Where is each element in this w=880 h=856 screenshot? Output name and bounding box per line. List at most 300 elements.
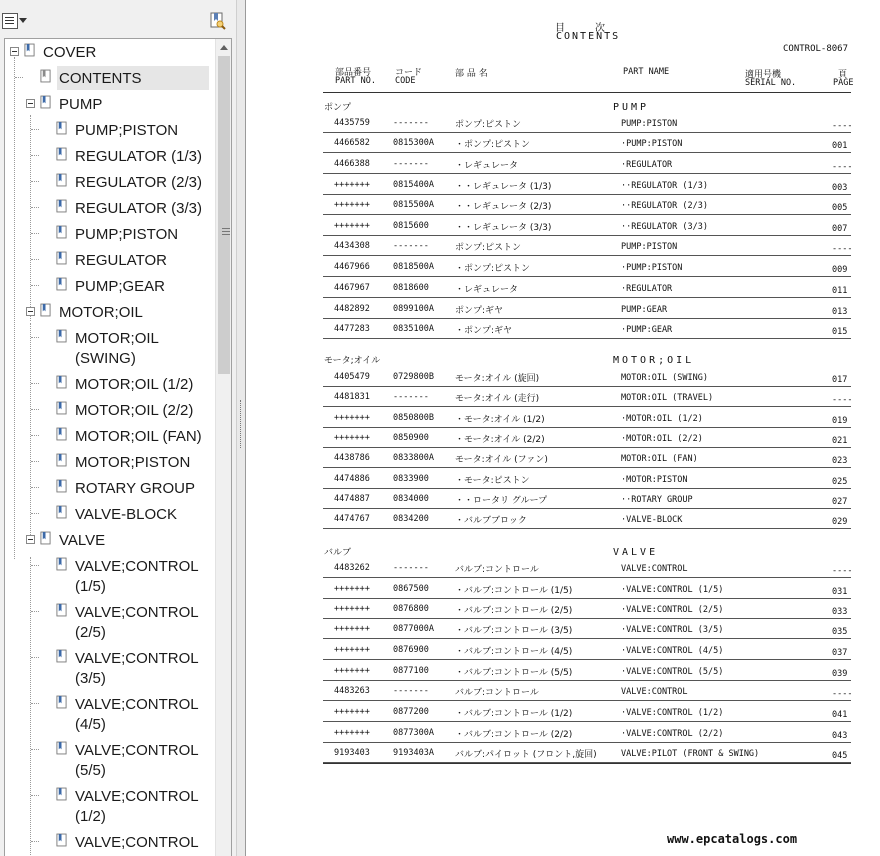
code: 0876900 bbox=[393, 645, 429, 655]
part-number: 4474887 bbox=[334, 494, 370, 504]
section-title: MOTOR;OIL bbox=[613, 355, 695, 366]
part-name-jp: ・バルブブロック bbox=[455, 516, 527, 526]
bookmark-icon bbox=[56, 199, 67, 213]
bookmark-label: PUMP;PISTON bbox=[75, 122, 179, 139]
part-name-jp: モータ:オイル (旋回) bbox=[455, 374, 540, 384]
code: ------- bbox=[393, 118, 429, 128]
page-number: 039 bbox=[832, 669, 848, 679]
part-name-jp: ・モータ:オイル (1/2) bbox=[455, 415, 545, 425]
find-bookmark-icon bbox=[208, 12, 226, 30]
bookmark-regulator-2-3[interactable] bbox=[5, 172, 211, 194]
header-page-jp: 頁 bbox=[838, 70, 848, 80]
page-number: 045 bbox=[832, 751, 848, 761]
bookmark-label: MOTOR;OIL (1/2) bbox=[75, 376, 194, 393]
part-number: +++++++ bbox=[334, 433, 370, 443]
part-name-jp: ・バルブ:コントロール (4/5) bbox=[455, 647, 573, 657]
part-number: 4477283 bbox=[334, 324, 370, 334]
bookmarks-toolbar bbox=[0, 0, 236, 38]
table-end-rule bbox=[323, 763, 851, 764]
part-name-jp: バルブ:コントロール bbox=[455, 688, 539, 698]
bookmark-icon bbox=[56, 741, 67, 755]
code: 0876800 bbox=[393, 604, 429, 614]
code: 0834200 bbox=[393, 514, 429, 524]
bookmark-motor-piston[interactable] bbox=[5, 452, 211, 474]
bookmark-motor-oil-swing[interactable] bbox=[5, 328, 211, 372]
tree-guide-line bbox=[31, 513, 39, 514]
bookmark-motor-oil-2-2[interactable] bbox=[5, 400, 211, 422]
code: 0815300A bbox=[393, 138, 434, 148]
part-name: ·PUMP:GEAR bbox=[621, 325, 673, 335]
bookmark-label: VALVE;CONTROL (4/5) bbox=[75, 696, 199, 733]
part-name-jp: ・レギュレータ bbox=[455, 285, 519, 295]
bookmark-valve-control-1-2[interactable] bbox=[5, 786, 211, 830]
bookmark-contents[interactable] bbox=[5, 68, 211, 90]
row-rule bbox=[323, 255, 851, 256]
bookmark-label: VALVE;CONTROL bbox=[75, 834, 199, 851]
bookmark-label: VALVE;CONTROL (3/5) bbox=[75, 650, 199, 687]
header-part-name: PART NAME bbox=[623, 67, 670, 77]
collapse-toggle-icon[interactable] bbox=[10, 47, 19, 56]
page-number: 021 bbox=[832, 436, 848, 446]
bookmark-label: VALVE;CONTROL (1/5) bbox=[75, 558, 199, 595]
part-name-jp: ・バルブ:コントロール (3/5) bbox=[455, 626, 573, 636]
page-number: ---- bbox=[832, 566, 853, 576]
panel-splitter[interactable] bbox=[236, 0, 246, 856]
tree-guide-line bbox=[31, 841, 39, 842]
bookmark-label: MOTOR;OIL (SWING) bbox=[75, 330, 159, 367]
bookmark-icon bbox=[56, 649, 67, 663]
document-code: CONTROL-8067 bbox=[783, 44, 849, 54]
section-title-jp: モータ;オイル bbox=[324, 356, 381, 366]
part-name: ··REGULATOR (2/3) bbox=[621, 201, 708, 211]
part-name: ·VALVE:CONTROL (2/2) bbox=[621, 729, 724, 739]
part-name: ·VALVE:CONTROL (1/5) bbox=[621, 585, 724, 595]
part-name: MOTOR:OIL (SWING) bbox=[621, 373, 708, 383]
find-bookmark-button[interactable] bbox=[208, 12, 226, 30]
part-name-jp: バルブ:パイロット (フロント,旋回) bbox=[455, 750, 597, 760]
bookmark-rotary-group[interactable] bbox=[5, 478, 211, 500]
part-name: ··ROTARY GROUP bbox=[621, 495, 693, 505]
bookmark-label: MOTOR;OIL bbox=[59, 304, 143, 321]
bookmark-label: VALVE;CONTROL (5/5) bbox=[75, 742, 199, 779]
bookmark-options-menu-button[interactable] bbox=[2, 13, 26, 29]
page-number: 019 bbox=[832, 416, 848, 426]
collapse-toggle-icon[interactable] bbox=[26, 535, 35, 544]
tree-guide-line bbox=[31, 795, 39, 796]
bookmark-pump-piston-2[interactable] bbox=[5, 224, 211, 246]
bookmark-icon bbox=[56, 121, 67, 135]
page-number: ---- bbox=[832, 244, 853, 254]
code: 0818600 bbox=[393, 283, 429, 293]
row-rule bbox=[323, 508, 851, 509]
part-name-jp: ・バルブ:コントロール (1/5) bbox=[455, 586, 573, 596]
part-number: 4474886 bbox=[334, 474, 370, 484]
row-rule bbox=[323, 598, 851, 599]
bookmark-label: CONTENTS bbox=[59, 70, 142, 87]
part-number: +++++++ bbox=[334, 645, 370, 655]
part-name: ·MOTOR:OIL (2/2) bbox=[621, 434, 703, 444]
tree-guide-line bbox=[31, 487, 39, 488]
part-number: 4482892 bbox=[334, 304, 370, 314]
page-number: 003 bbox=[832, 183, 848, 193]
header-part-no-jp: 部品番号 bbox=[335, 68, 372, 78]
options-icon bbox=[2, 13, 18, 29]
bookmark-icon bbox=[56, 277, 67, 291]
page-number: 023 bbox=[832, 456, 848, 466]
part-name-jp: モータ:オイル (ファン) bbox=[455, 455, 548, 465]
part-number: +++++++ bbox=[334, 707, 370, 717]
bookmark-label: VALVE-BLOCK bbox=[75, 506, 177, 523]
bookmark-pump-piston-1[interactable] bbox=[5, 120, 211, 142]
code: 0899100A bbox=[393, 304, 434, 314]
tree-guide-line bbox=[31, 259, 39, 260]
collapse-toggle-icon[interactable] bbox=[26, 307, 35, 316]
page-number: 031 bbox=[832, 587, 848, 597]
tree-guide-line bbox=[31, 461, 39, 462]
bookmark-valve-control-3-5[interactable] bbox=[5, 648, 211, 692]
part-name-jp: ・バルブ:コントロール (5/5) bbox=[455, 668, 573, 678]
section-title: PUMP bbox=[613, 102, 650, 113]
part-number: 4481831 bbox=[334, 392, 370, 402]
part-name: ·PUMP:PISTON bbox=[621, 139, 683, 149]
row-rule bbox=[323, 386, 851, 387]
tree-guide-line bbox=[31, 155, 39, 156]
code: 0867500 bbox=[393, 584, 429, 594]
part-name: PUMP:PISTON bbox=[621, 119, 678, 129]
part-number: 4467967 bbox=[334, 283, 370, 293]
bookmark-label: MOTOR;OIL (2/2) bbox=[75, 402, 194, 419]
code: 0834000 bbox=[393, 494, 429, 504]
row-rule bbox=[323, 721, 851, 722]
part-name: ·VALVE:CONTROL (5/5) bbox=[621, 667, 724, 677]
part-number: 4405479 bbox=[334, 372, 370, 382]
bookmark-icon bbox=[56, 329, 67, 343]
bookmark-icon bbox=[56, 225, 67, 239]
bookmark-icon bbox=[40, 69, 51, 83]
bookmark-pump-gear[interactable] bbox=[5, 276, 211, 298]
page-number: 001 bbox=[832, 141, 848, 151]
bookmark-label: ROTARY GROUP bbox=[75, 480, 196, 497]
part-name-jp: ・・レギュレータ (2/3) bbox=[455, 202, 552, 212]
tree-guide-line bbox=[31, 181, 39, 182]
part-name: ·REGULATOR bbox=[621, 284, 673, 294]
part-number: +++++++ bbox=[334, 584, 370, 594]
part-name-jp: ・バルブ:コントロール (2/5) bbox=[455, 606, 573, 616]
row-rule bbox=[323, 132, 851, 133]
page-number: 015 bbox=[832, 327, 848, 337]
bookmarks-tree-container bbox=[4, 38, 232, 856]
code: ------- bbox=[393, 241, 429, 251]
header-code: CODE bbox=[395, 76, 416, 86]
bookmark-valve[interactable] bbox=[5, 530, 211, 552]
part-number: +++++++ bbox=[334, 604, 370, 614]
part-name: ·VALVE-BLOCK bbox=[621, 515, 683, 525]
page-number: 035 bbox=[832, 627, 848, 637]
row-rule bbox=[323, 680, 851, 681]
tree-guide-line bbox=[31, 285, 39, 286]
part-name-jp: ・レギュレータ bbox=[455, 161, 519, 171]
tree-guide-line bbox=[31, 703, 39, 704]
bookmark-icon bbox=[56, 147, 67, 161]
bookmark-label: REGULATOR bbox=[75, 252, 167, 269]
row-rule bbox=[323, 406, 851, 407]
row-rule bbox=[323, 447, 851, 448]
part-name: ·VALVE:CONTROL (3/5) bbox=[621, 625, 724, 635]
part-number: +++++++ bbox=[334, 728, 370, 738]
tree-guide-line bbox=[31, 129, 39, 130]
part-name-jp: ・ポンプ:ピストン bbox=[455, 140, 531, 150]
tree-guide-line bbox=[31, 233, 39, 234]
part-number: +++++++ bbox=[334, 221, 370, 231]
bookmark-icon bbox=[56, 505, 67, 519]
code: 0835100A bbox=[393, 324, 434, 334]
part-name: ··REGULATOR (3/3) bbox=[621, 222, 708, 232]
row-rule bbox=[323, 659, 851, 660]
page-number: 037 bbox=[832, 648, 848, 658]
bookmark-motor-oil-1-2[interactable] bbox=[5, 374, 211, 396]
page-number: 005 bbox=[832, 203, 848, 213]
part-name-jp: ・・ロータリ グループ bbox=[455, 496, 548, 506]
part-name: PUMP:GEAR bbox=[621, 305, 668, 315]
tree-guide-line bbox=[31, 611, 39, 612]
row-rule bbox=[323, 297, 851, 298]
row-rule bbox=[323, 214, 851, 215]
scrollbar-thumb[interactable] bbox=[218, 56, 230, 374]
bookmarks-panel bbox=[0, 0, 236, 856]
part-number: +++++++ bbox=[334, 200, 370, 210]
part-number: +++++++ bbox=[334, 413, 370, 423]
bookmark-icon bbox=[40, 303, 51, 317]
code: ------- bbox=[393, 392, 429, 402]
row-rule bbox=[323, 235, 851, 236]
part-name: ·MOTOR:PISTON bbox=[621, 475, 688, 485]
part-number: 4435759 bbox=[334, 118, 370, 128]
bookmark-label: MOTOR;OIL (FAN) bbox=[75, 428, 202, 445]
tree-guide-line bbox=[31, 565, 39, 566]
page-number: ---- bbox=[832, 395, 853, 405]
part-name: ·VALVE:CONTROL (4/5) bbox=[621, 646, 724, 656]
bookmark-icon bbox=[56, 173, 67, 187]
code: 0815400A bbox=[393, 180, 434, 190]
bookmark-valve-control-4-5[interactable] bbox=[5, 694, 211, 738]
page-number: 011 bbox=[832, 286, 848, 296]
dropdown-arrow-icon bbox=[19, 18, 27, 23]
bookmark-valve-control[interactable] bbox=[5, 832, 211, 854]
row-rule bbox=[323, 338, 851, 339]
header-serial-no: SERIAL NO. bbox=[745, 78, 797, 88]
part-number: 4467966 bbox=[334, 262, 370, 272]
bookmark-label: REGULATOR (1/3) bbox=[75, 148, 202, 165]
row-rule bbox=[323, 276, 851, 277]
section-title-jp: バルブ bbox=[324, 548, 352, 558]
page-number: ---- bbox=[832, 121, 853, 131]
bookmark-motor-oil-fan[interactable] bbox=[5, 426, 211, 448]
bookmark-label: REGULATOR (2/3) bbox=[75, 174, 202, 191]
part-name-jp: ポンプ:ギヤ bbox=[455, 306, 504, 316]
part-name-jp: ポンプ:ピストン bbox=[455, 243, 522, 253]
watermark: www.epcatalogs.com bbox=[667, 832, 798, 846]
code: 0877100 bbox=[393, 666, 429, 676]
bookmark-icon bbox=[40, 531, 51, 545]
row-rule bbox=[323, 194, 851, 195]
bookmark-icon bbox=[56, 557, 67, 571]
part-number: 4438786 bbox=[334, 453, 370, 463]
section-title-jp: ポンプ bbox=[324, 103, 352, 113]
page-number: 009 bbox=[832, 265, 848, 275]
tree-guide-line bbox=[31, 383, 39, 384]
part-name-jp: ポンプ:ピストン bbox=[455, 120, 522, 130]
code: 0850900 bbox=[393, 433, 429, 443]
code: 0818500A bbox=[393, 262, 434, 272]
bookmark-label: PUMP bbox=[59, 96, 103, 113]
contents-title-jp: 目 次 bbox=[555, 23, 605, 34]
header-part-no: PART NO. bbox=[335, 76, 376, 86]
code: 9193403A bbox=[393, 748, 434, 758]
part-number: 4483262 bbox=[334, 563, 370, 573]
code: 0833800A bbox=[393, 453, 434, 463]
collapse-toggle-icon[interactable] bbox=[26, 99, 35, 108]
part-number: 9193403 bbox=[334, 748, 370, 758]
page-number: 025 bbox=[832, 477, 848, 487]
part-name-jp: ・ポンプ:ギヤ bbox=[455, 326, 513, 336]
row-rule bbox=[323, 318, 851, 319]
code: 0729800B bbox=[393, 372, 434, 382]
tree-guide-line bbox=[15, 77, 23, 78]
part-number: 4483263 bbox=[334, 686, 370, 696]
bookmark-icon bbox=[56, 787, 67, 801]
tree-guide-line bbox=[31, 435, 39, 436]
bookmark-icon bbox=[56, 453, 67, 467]
bookmarks-scrollbar[interactable] bbox=[215, 39, 232, 856]
section-title: VALVE bbox=[613, 547, 659, 558]
part-number: 4466582 bbox=[334, 138, 370, 148]
part-name-jp: バルブ:コントロール bbox=[455, 565, 539, 575]
page-number: 033 bbox=[832, 607, 848, 617]
part-name-jp: ・バルブ:コントロール (2/2) bbox=[455, 730, 573, 740]
row-rule bbox=[323, 467, 851, 468]
row-rule bbox=[323, 577, 851, 578]
bookmark-icon bbox=[24, 43, 35, 57]
part-name-jp: モータ:オイル (走行) bbox=[455, 394, 540, 404]
row-rule bbox=[323, 742, 851, 743]
bookmark-icon bbox=[40, 95, 51, 109]
part-name-jp: ・モータ:ピストン bbox=[455, 476, 530, 486]
bookmark-icon bbox=[56, 401, 67, 415]
page-number: 041 bbox=[832, 710, 848, 720]
bookmark-label: PUMP;PISTON bbox=[75, 226, 179, 243]
row-rule bbox=[323, 638, 851, 639]
part-name: ·VALVE:CONTROL (2/5) bbox=[621, 605, 724, 615]
tree-guide-line bbox=[31, 657, 39, 658]
row-rule bbox=[323, 152, 851, 153]
bookmark-regulator-1-3[interactable] bbox=[5, 146, 211, 168]
bookmark-regulator[interactable] bbox=[5, 250, 211, 272]
part-name-jp: ・・レギュレータ (1/3) bbox=[455, 182, 552, 192]
part-name: ·MOTOR:OIL (1/2) bbox=[621, 414, 703, 424]
bookmark-icon bbox=[56, 427, 67, 441]
part-number: 4434308 bbox=[334, 241, 370, 251]
bookmark-label: VALVE bbox=[59, 532, 106, 549]
bookmark-valve-control-2-5[interactable] bbox=[5, 602, 211, 646]
part-name: ·VALVE:CONTROL (1/2) bbox=[621, 708, 724, 718]
bookmark-label: PUMP;GEAR bbox=[75, 278, 166, 295]
row-rule bbox=[323, 700, 851, 701]
page-number: 017 bbox=[832, 375, 848, 385]
part-name-jp: ・バルブ:コントロール (1/2) bbox=[455, 709, 573, 719]
bookmark-valve-control-5-5[interactable] bbox=[5, 740, 211, 784]
code: 0877000A bbox=[393, 624, 434, 634]
part-number: 4474767 bbox=[334, 514, 370, 524]
row-rule bbox=[323, 488, 851, 489]
part-name: PUMP:PISTON bbox=[621, 242, 678, 252]
tree-guide-line bbox=[31, 749, 39, 750]
row-rule bbox=[323, 173, 851, 174]
code: 0833900 bbox=[393, 474, 429, 484]
bookmark-label: COVER bbox=[43, 44, 97, 61]
tree-guide-line bbox=[31, 337, 39, 338]
header-page: PAGE bbox=[833, 78, 854, 88]
header-name-jp: 部 品 名 bbox=[455, 69, 488, 79]
bookmark-icon bbox=[56, 251, 67, 265]
page-number: 013 bbox=[832, 307, 848, 317]
code: 0850800B bbox=[393, 413, 434, 423]
bookmark-label: MOTOR;PISTON bbox=[75, 454, 191, 471]
code: 0815600 bbox=[393, 221, 429, 231]
bookmark-icon bbox=[56, 833, 67, 847]
bookmark-icon bbox=[56, 695, 67, 709]
row-rule bbox=[323, 427, 851, 428]
contents-title: CONTENTS bbox=[556, 31, 621, 42]
part-name: MOTOR:OIL (FAN) bbox=[621, 454, 698, 464]
code: ------- bbox=[393, 686, 429, 696]
page-number: 043 bbox=[832, 731, 848, 741]
part-name: ·REGULATOR bbox=[621, 160, 673, 170]
bookmark-valve-block[interactable] bbox=[5, 504, 211, 526]
header-rule bbox=[323, 92, 851, 93]
bookmark-valve-control-1-5[interactable] bbox=[5, 556, 211, 600]
bookmark-regulator-3-3[interactable] bbox=[5, 198, 211, 220]
bookmark-label: VALVE;CONTROL (2/5) bbox=[75, 604, 199, 641]
document-page bbox=[247, 0, 880, 856]
part-name: ··REGULATOR (1/3) bbox=[621, 181, 708, 191]
tree-guide-line bbox=[31, 409, 39, 410]
part-name-jp: ・モータ:オイル (2/2) bbox=[455, 435, 545, 445]
page-number: 029 bbox=[832, 517, 848, 527]
part-name: ·PUMP:PISTON bbox=[621, 263, 683, 273]
row-rule bbox=[323, 528, 851, 529]
part-name: MOTOR:OIL (TRAVEL) bbox=[621, 393, 714, 403]
bookmark-cover[interactable] bbox=[5, 42, 211, 64]
part-name: VALVE:PILOT (FRONT & SWING) bbox=[621, 749, 760, 759]
row-rule bbox=[323, 618, 851, 619]
part-number: +++++++ bbox=[334, 180, 370, 190]
bookmark-pump[interactable] bbox=[5, 94, 211, 116]
grip-icon bbox=[222, 228, 230, 237]
page-number: 027 bbox=[832, 497, 848, 507]
code: 0877300A bbox=[393, 728, 434, 738]
part-number: 4466388 bbox=[334, 159, 370, 169]
part-name-jp: ・ポンプ:ピストン bbox=[455, 264, 531, 274]
part-name: VALVE:CONTROL bbox=[621, 687, 688, 697]
code: 0877200 bbox=[393, 707, 429, 717]
code: ------- bbox=[393, 159, 429, 169]
header-serial-jp: 適用号機 bbox=[745, 70, 782, 80]
bookmark-label: VALVE;CONTROL (1/2) bbox=[75, 788, 199, 825]
scroll-up-icon[interactable] bbox=[220, 45, 228, 50]
part-name: VALVE:CONTROL bbox=[621, 564, 688, 574]
bookmark-motor-oil[interactable] bbox=[5, 302, 211, 324]
header-code-jp: コード bbox=[395, 68, 423, 78]
